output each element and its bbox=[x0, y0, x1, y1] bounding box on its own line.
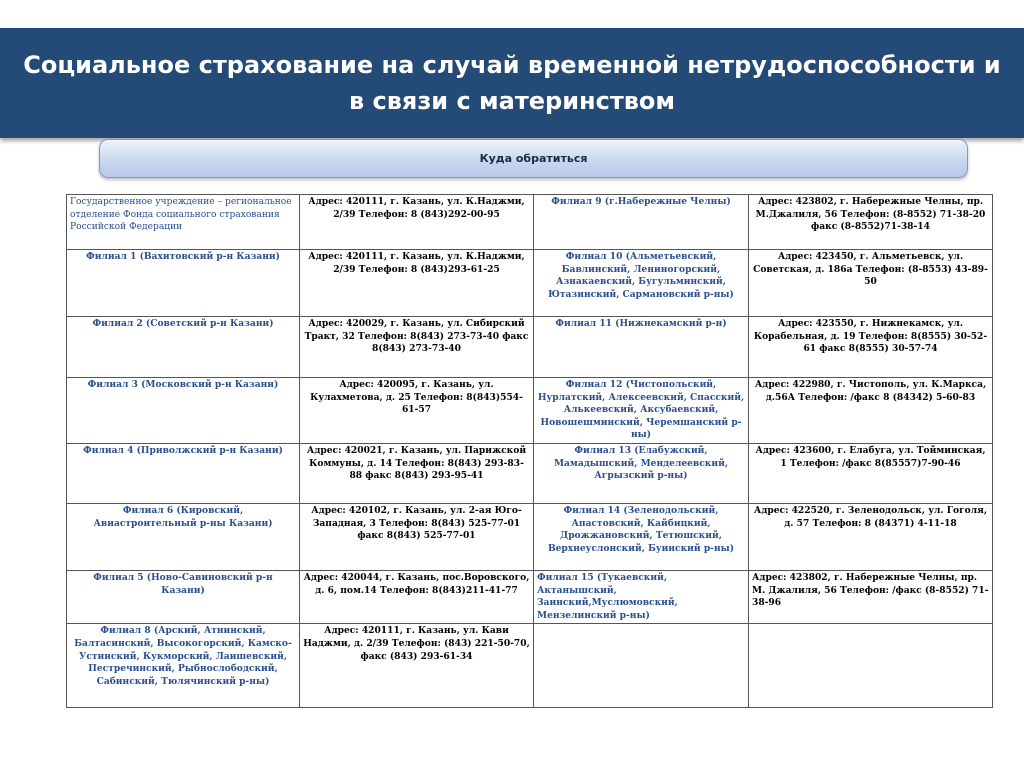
branch-cell: Государственное учреждение – региональное отделение Фонда социального страхования Российской Федерации bbox=[67, 195, 300, 250]
address-cell: Адрес: 423802, г. Набережные Челны, пр. М. Джалиля, 56 Телефон: /факс (8-8552) 71-38-96 bbox=[749, 571, 993, 624]
table-row bbox=[67, 504, 993, 571]
branch-cell: Филиал 5 (Ново-Савиновский р-н Казани) bbox=[67, 571, 300, 624]
address-cell: Адрес: 422520, г. Зеленодольск, ул. Гоголя, д. 57 Телефон: 8 (84371) 4-11-18 bbox=[749, 504, 993, 571]
branch-cell: Филиал 2 (Советский р-н Казани) bbox=[67, 317, 300, 378]
branch-cell: Филиал 13 (Елабужский, Мамадышский, Менделеевский, Агрызский р-ны) bbox=[534, 444, 749, 504]
table-row bbox=[67, 250, 993, 317]
address-cell: Адрес: 422980, г. Чистополь, ул. К.Маркса, д.56А Телефон: /факс 8 (84342) 5-60-83 bbox=[749, 378, 993, 444]
branch-cell: Филиал 15 (Тукаевский, Актанышский, Заинский,Муслюмовский, Мензелинский р-ны) bbox=[534, 571, 749, 624]
branch-cell: Филиал 8 (Арский, Атнинский, Балтасинский, Высокогорский, Камско-Устинский, Кукморский, Лаишевский, Пестречинский, Рыбнослободский, Сабинский, Тюлячинский р-ны) bbox=[67, 624, 300, 708]
address-cell: Адрес: 420111, г. Казань, ул. К.Наджми, 2/39 Телефон: 8 (843)293-61-25 bbox=[300, 250, 534, 317]
branch-cell: Филиал 11 (Нижнекамский р-н) bbox=[534, 317, 749, 378]
address-cell: Адрес: 420044, г. Казань, пос.Воровского, д. 6, пом.14 Телефон: 8(843)211-41-77 bbox=[300, 571, 534, 624]
address-cell: Адрес: 423550, г. Нижнекамск, ул. Корабельная, д. 19 Телефон: 8(8555) 30-52-61 факс 8(8555) 30-57-74 bbox=[749, 317, 993, 378]
offices-table bbox=[66, 194, 993, 708]
address-cell: Адрес: 420102, г. Казань, ул. 2-ая Юго-Западная, 3 Телефон: 8(843) 525-77-01 факс 8(843) 525-77-01 bbox=[300, 504, 534, 571]
address-cell: Адрес: 423802, г. Набережные Челны, пр. М.Джалиля, 56 Телефон: (8-8552) 71-38-20 факс (8-8552)71-38-14 bbox=[749, 195, 993, 250]
table-row bbox=[67, 195, 993, 250]
address-cell: Адрес: 420095, г. Казань, ул. Кулахметова, д. 25 Телефон: 8(843)554-61-57 bbox=[300, 378, 534, 444]
table-row bbox=[67, 378, 993, 444]
branch-cell: Филиал 9 (г.Набережные Челны) bbox=[534, 195, 749, 250]
branch-cell: Филиал 1 (Вахитовский р-н Казани) bbox=[67, 250, 300, 317]
section-banner bbox=[99, 139, 968, 178]
address-cell: Адрес: 420111, г. Казань, ул. Кави Наджми, д. 2/39 Телефон: (843) 221-50-70, факс (843) 293-61-34 bbox=[300, 624, 534, 708]
branch-cell: Филиал 12 (Чистопольский, Нурлатский, Алексеевский, Спасский, Алькеевский, Аксубаевский, Новошешминский, Черемшанский р-ны) bbox=[534, 378, 749, 444]
address-cell: Адрес: 423450, г. Альметьевск, ул. Советская, д. 186а Телефон: (8-8553) 43-89-50 bbox=[749, 250, 993, 317]
slide-header bbox=[0, 28, 1024, 138]
table-row bbox=[67, 317, 993, 378]
branch-cell bbox=[534, 624, 749, 708]
branch-cell: Филиал 14 (Зеленодольский, Апастовский, Кайбицкий, Дрожжановский, Тетюшский, Верхнеуслонский, Буинский р-ны) bbox=[534, 504, 749, 571]
address-cell: Адрес: 420111, г. Казань, ул. К.Наджми, 2/39 Телефон: 8 (843)292-00-95 bbox=[300, 195, 534, 250]
table-row bbox=[67, 571, 993, 624]
section-banner-label: Куда обратиться bbox=[479, 152, 588, 165]
address-cell bbox=[749, 624, 993, 708]
branch-cell: Филиал 10 (Альметьевский, Бавлинский, Лениногорский, Азнакаевский, Бугульминский, Ютазинский, Сармановский р-ны) bbox=[534, 250, 749, 317]
branch-cell: Филиал 3 (Московский р-н Казани) bbox=[67, 378, 300, 444]
table-row bbox=[67, 444, 993, 504]
page-title: Социальное страхование на случай временной нетрудоспособности и в связи с материнством bbox=[23, 51, 1001, 115]
address-cell: Адрес: 420029, г. Казань, ул. Сибирский Тракт, 32 Телефон: 8(843) 273-73-40 факс 8(843) 273-73-40 bbox=[300, 317, 534, 378]
branch-cell: Филиал 6 (Кировский, Авиастроительный р-ны Казани) bbox=[67, 504, 300, 571]
table-row bbox=[67, 624, 993, 708]
address-cell: Адрес: 420021, г. Казань, ул. Парижской Коммуны, д. 14 Телефон: 8(843) 293-83-88 факс 8(843) 293-95-41 bbox=[300, 444, 534, 504]
address-cell: Адрес: 423600, г. Елабуга, ул. Тойминская, 1 Телефон: /факс 8(85557)7-90-46 bbox=[749, 444, 993, 504]
branch-cell: Филиал 4 (Приволжский р-н Казани) bbox=[67, 444, 300, 504]
